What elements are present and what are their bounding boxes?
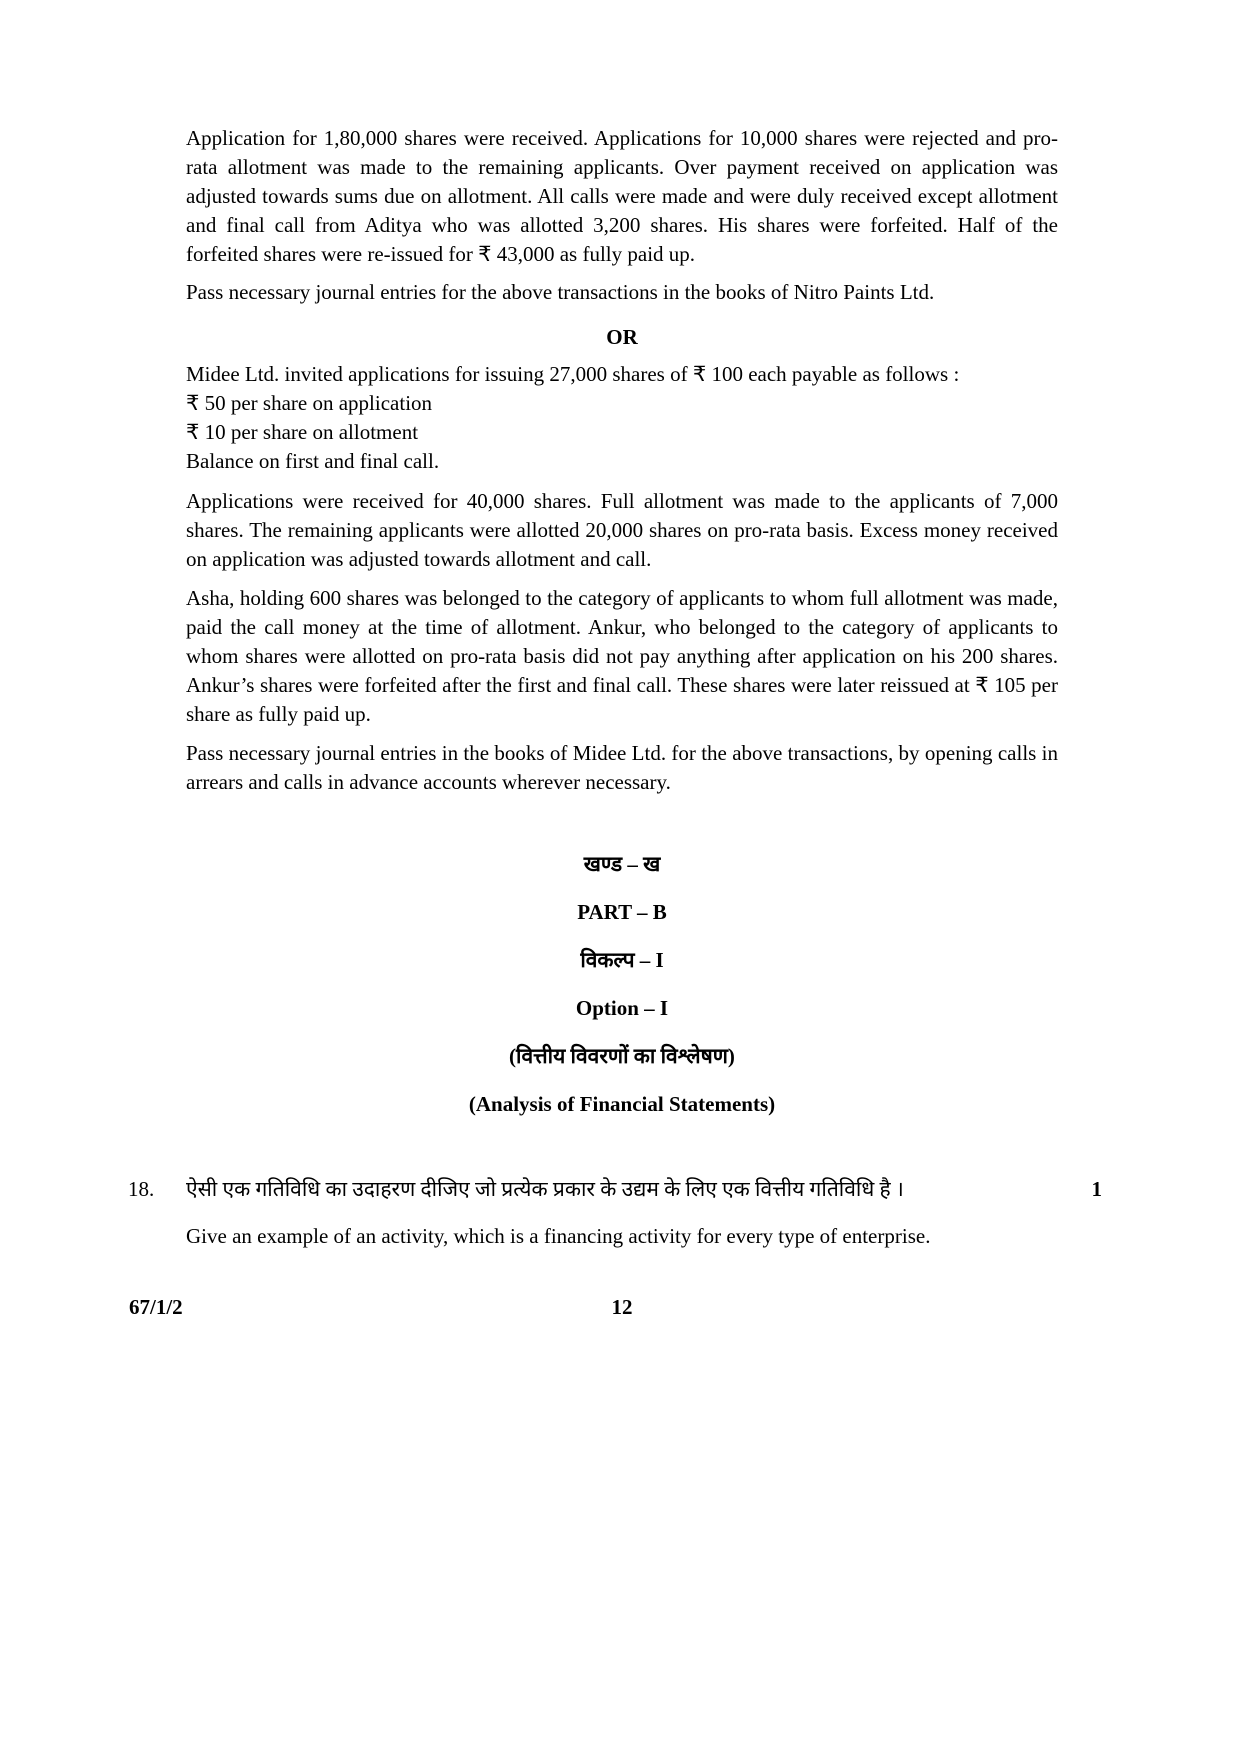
question17-option1-instruction: Pass necessary journal entries for the above transactions in the books of Nitro Paints Ltd. [186,280,935,304]
section-option-hindi: विकल्प – I [580,948,664,972]
footer-page-number: 12 [611,1295,633,1319]
page-footer [129,1293,1058,1322]
question-18 [128,1175,1102,1204]
question-18-number: 18. [128,1177,155,1201]
section-part-hindi: खण्ड – ख [583,852,661,876]
question17-alt-case-details: Asha, holding 600 shares was belonged to the category of applicants to whom full allotment was made, paid the call money at the time of allotment. Ankur, who belonged to the category of applicants to whom shares were allotted on pro-rata basis did not pay anything after application on his 200 shares. Ankur’s shares were forfeited after the first and final call. These shares were later reissued at ₹ 105 per share as fully paid up. [186,586,1058,726]
section-subject-hindi: (वित्तीय विवरणों का विश्लेषण) [509,1044,735,1068]
question-18-text-english: Give an example of an activity, which is a financing activity for every type of enterprise. [186,1224,931,1248]
question-18-text-hindi: ऐसी एक गतिविधि का उदाहरण दीजिए जो प्रत्येक प्रकार के उद्यम के लिए एक वित्तीय गतिविधि है । [186,1177,904,1201]
question17-option1-body: Application for 1,80,000 shares were received. Applications for 10,000 shares were rejected and pro-rata allotment was made to the remaining applicants. Over payment received on application was adjusted towards sums due on allotment. All calls were made and were duly received except allotment and final call from Aditya who was allotted 3,200 shares. His shares were forfeited. Half of the forfeited shares were re-issued for ₹ 43,000 as fully paid up. [186,126,1058,266]
question17-alt-intro: Midee Ltd. invited applications for issuing 27,000 shares of ₹ 100 each payable as follows : [186,362,960,386]
footer-paper-code: 67/1/2 [129,1295,183,1319]
payment-term-allotment: ₹ 10 per share on allotment [186,420,419,444]
or-separator: OR [606,325,638,349]
payment-term-balance: Balance on first and final call. [186,449,440,473]
section-option-english: Option – I [575,996,669,1020]
section-subject-english: (Analysis of Financial Statements) [468,1092,776,1116]
payment-term-application: ₹ 50 per share on application [186,391,433,415]
question-18-marks: 1 [1091,1177,1102,1201]
question17-alt-allotment-details: Applications were received for 40,000 shares. Full allotment was made to the applicants of 7,000 shares. The remaining applicants were allotted 20,000 shares on pro-rata basis. Excess money received on application was adjusted towards allotment and call. [186,489,1058,571]
section-header [186,850,1058,1119]
question17-alt-instruction: Pass necessary journal entries in the books of Midee Ltd. for the above transactions, by opening calls in arrears and calls in advance accounts wherever necessary. [186,741,1058,794]
section-part-english: PART – B [577,900,667,924]
